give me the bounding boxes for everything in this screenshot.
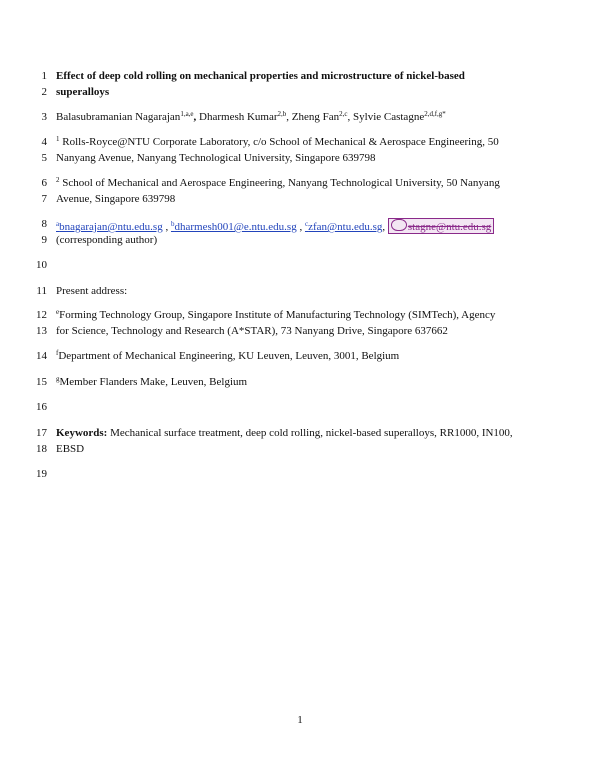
email-link[interactable] <box>171 221 297 233</box>
line-number: 1 <box>41 70 47 82</box>
address-g <box>56 376 247 389</box>
address-marker: g <box>56 375 60 383</box>
address-text: Member Flanders Make, Leuven, Belgium <box>59 376 248 388</box>
affiliation-text: Rolls-Royce@NTU Corporate Laboratory, c/o School of Mechanical & Aerospace Engineering, 50 <box>62 136 499 148</box>
line-number: 15 <box>36 376 47 388</box>
line-number: 2 <box>41 86 47 98</box>
line-number: 5 <box>41 152 47 164</box>
address-text: Forming Technology Group, Singapore Institute of Manufacturing Technology (SIMTech), Agency <box>59 309 496 321</box>
paper-title-line-2: superalloys <box>56 86 110 98</box>
email-marker: a <box>56 220 60 228</box>
line-number: 9 <box>41 234 47 246</box>
address-marker: e <box>56 308 60 316</box>
separator: , <box>299 221 303 233</box>
email-address: dharmesh001@e.ntu.edu.sg <box>174 221 297 233</box>
author-affiliation-marker: 2,d,f,g* <box>424 110 446 118</box>
author-affiliation-marker: 1,a,e <box>180 110 194 118</box>
email-marker: c <box>304 220 309 228</box>
corresponding-author-note: (corresponding author) <box>56 234 158 246</box>
line-number: 7 <box>41 193 47 205</box>
address-e-line-2: for Science, Technology and Research (A*STAR), 73 Nanyang Drive, Singapore 637662 <box>56 325 448 337</box>
keywords-text: Mechanical surface treatment, deep cold rolling, nickel-based superalloys, RR1000, IN100, <box>107 427 513 439</box>
line-number: 13 <box>36 325 47 337</box>
address-text: Department of Mechanical Engineering, KU Leuven, Leuven, 3001, Belgium <box>58 350 400 362</box>
line-number: 19 <box>36 468 47 480</box>
line-number: 17 <box>36 427 47 439</box>
email-address: bnagarajan@ntu.edu.sg <box>59 221 163 233</box>
email-list <box>56 218 494 234</box>
affiliation-2-line-2: Avenue, Singapore 639798 <box>56 193 176 205</box>
address-marker: f <box>56 349 59 357</box>
affiliation-text: School of Mechanical and Aerospace Engineering, Nanyang Technological University, 50 Nanyang <box>62 177 500 189</box>
separator: , <box>165 221 169 233</box>
present-address-heading: Present address: <box>56 285 128 297</box>
struck-email-address: stagne@ntu.edu.sg <box>407 221 492 233</box>
comment-icon[interactable] <box>391 219 407 231</box>
annotation-comment[interactable] <box>388 218 494 234</box>
line-number: 12 <box>36 309 47 321</box>
keywords-line-2: EBSD <box>56 443 85 455</box>
affiliation-1-line-2: Nanyang Avenue, Nanyang Technological University, Singapore 639798 <box>56 152 376 164</box>
author-name: Sylvie Castagne <box>353 111 425 123</box>
author-name: Zheng Fan <box>291 111 340 123</box>
affiliation-marker: 1 <box>56 135 60 143</box>
author-affiliation-marker: 2,c <box>339 110 348 118</box>
line-number: 6 <box>41 177 47 189</box>
affiliation-1-line-1 <box>56 136 499 149</box>
separator: , <box>382 221 386 233</box>
line-number: 11 <box>36 285 47 297</box>
line-number: 16 <box>36 401 47 413</box>
line-number: 8 <box>41 218 47 230</box>
email-link[interactable] <box>305 221 382 233</box>
line-number: 3 <box>41 111 47 123</box>
keywords-line-1 <box>56 427 513 440</box>
address-e-line-1 <box>56 309 495 322</box>
affiliation-marker: 2 <box>56 176 60 184</box>
line-number: 10 <box>36 259 47 271</box>
author-name: Balasubramanian Nagarajan <box>56 111 181 123</box>
keywords-label: Keywords: <box>56 427 108 439</box>
author-name: Dharmesh Kumar <box>199 111 278 123</box>
email-marker: b <box>170 220 175 228</box>
page-number: 1 <box>297 714 303 726</box>
author-list: Balasubramanian Nagarajan$^{1,a,e}$, Dharmesh Kumar$^{2,b}$, Zheng Fan$^{2,c}$, Sylvie Castagne$^{2,d,f,g*}$ <box>56 110 446 123</box>
line-number: 14 <box>36 350 47 362</box>
line-number: 18 <box>36 443 47 455</box>
email-link[interactable] <box>56 221 163 233</box>
author-affiliation-marker: 2,b <box>277 110 287 118</box>
line-number: 4 <box>41 136 47 148</box>
paper-title-line-1: Effect of deep cold rolling on mechanical properties and microstructure of nickel-based <box>56 70 465 82</box>
address-f <box>56 350 399 363</box>
email-address: zfan@ntu.edu.sg <box>308 221 383 233</box>
affiliation-2-line-1 <box>56 177 500 190</box>
